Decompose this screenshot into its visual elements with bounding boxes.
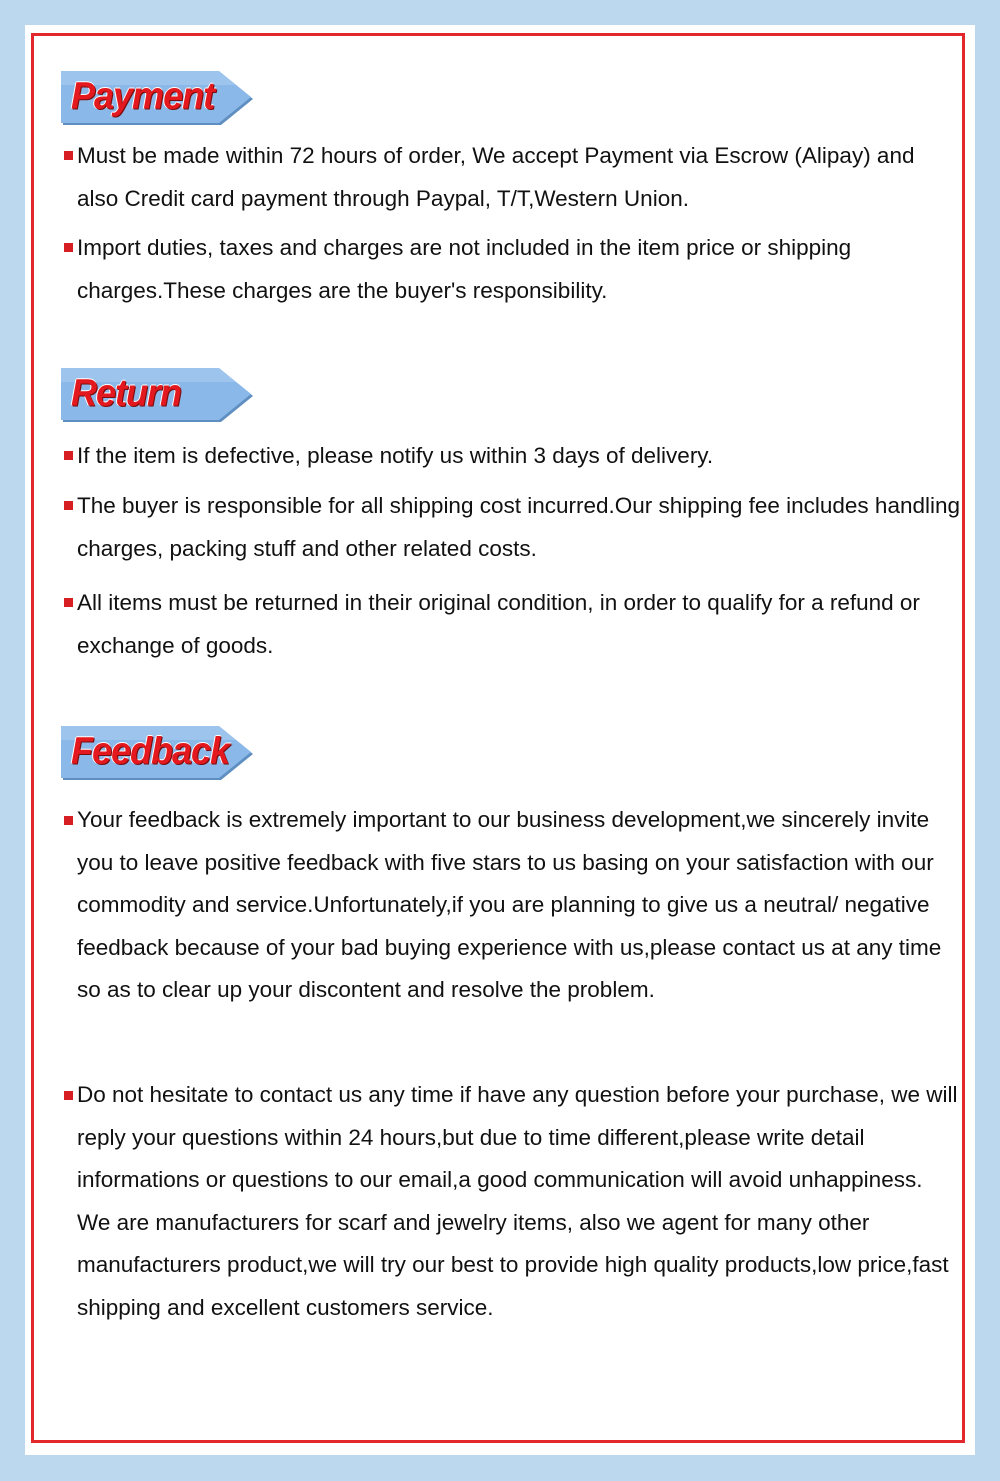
feedback-heading-tag [61,726,256,784]
return-item-2: The buyer is responsible for all shipping cost incurred.Our shipping fee includes handling charges, packing stuff and other related costs. [77,484,967,570]
bullet-square-icon [64,451,73,460]
return-heading: Return [71,370,181,414]
payment-item-2: Import duties, taxes and charges are not included in the item price or shipping charges.These charges are the buyer's responsibility. [77,226,957,312]
feedback-item-1: Your feedback is extremely important to our business development,we sincerely invite you to leave positive feedback with five stars to us basing on your satisfaction with our commodity and service.Unfortunately,if you are planning to give us a neutral/ negative feedback because of your bad buying experience with us,please contact us at any time so as to clear up your discontent and resolve the problem. [77,799,957,1012]
policy-sheet [25,25,975,1455]
return-heading-tag [61,368,256,426]
bullet-square-icon [64,816,73,825]
feedback-item-2: Do not hesitate to contact us any time if have any question before your purchase, we will reply your questions within 24 hours,but due to time different,please write detail informations or questions to our email,a good communication will avoid unhappiness. We are manufacturers for scarf and jewelry items, also we agent for many other manufacturers product,we will try our best to provide high quality products,low price,fast shipping and excellent customers service. [77,1074,962,1329]
bullet-square-icon [64,501,73,510]
bullet-square-icon [64,151,73,160]
payment-item-1: Must be made within 72 hours of order, We accept Payment via Escrow (Alipay) and also Credit card payment through Paypal, T/T,Western Union. [77,134,957,220]
bullet-square-icon [64,598,73,607]
return-item-3: All items must be returned in their original condition, in order to qualify for a refund or exchange of goods. [77,581,927,667]
feedback-heading: Feedback [71,728,230,772]
bullet-square-icon [64,243,73,252]
payment-heading-tag [61,71,256,129]
return-item-1: If the item is defective, please notify us within 3 days of delivery. [77,434,967,477]
payment-heading: Payment [71,73,215,117]
bullet-square-icon [64,1091,73,1100]
